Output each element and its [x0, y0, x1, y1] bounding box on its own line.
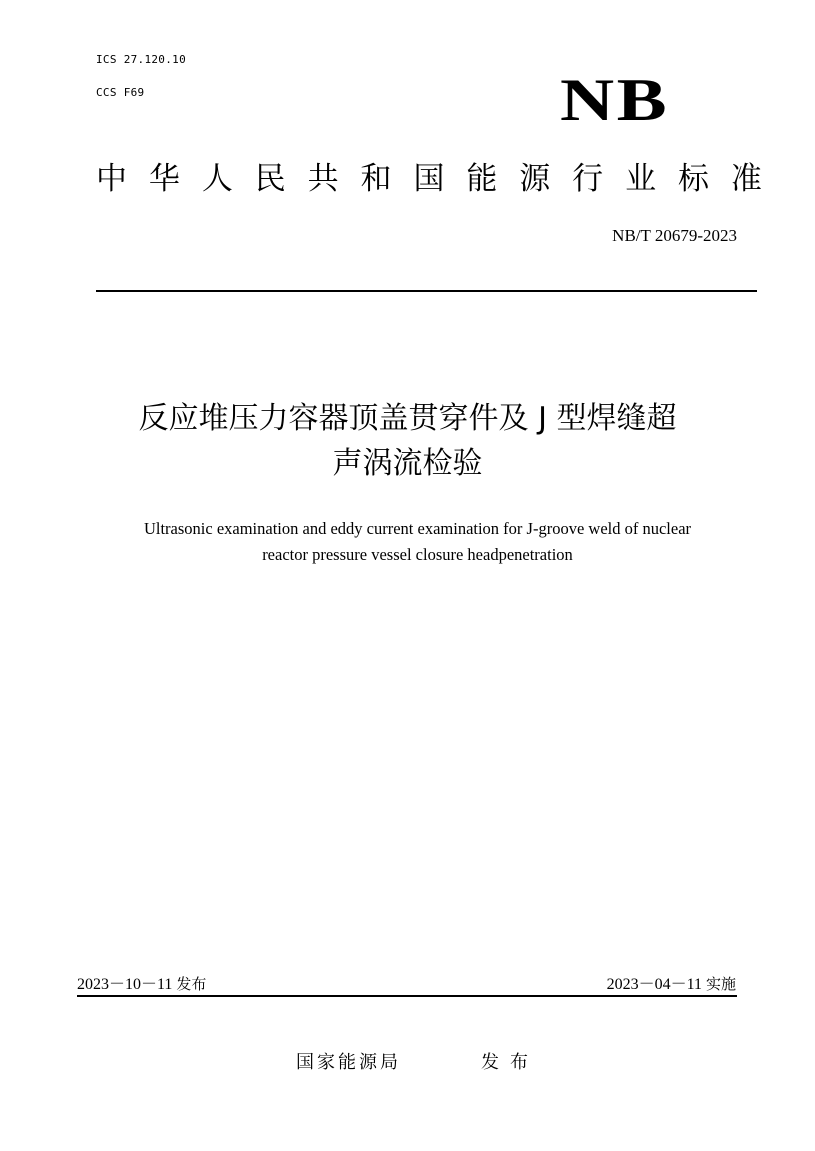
- category-char: 华: [148, 161, 180, 197]
- implement-label: 实施: [705, 975, 736, 993]
- category-char: 人: [201, 161, 233, 197]
- issuer-action: 发布: [481, 1052, 539, 1073]
- category-char: 民: [254, 161, 286, 197]
- category-char: 国: [413, 161, 445, 197]
- nb-logo: NB: [560, 67, 670, 133]
- issue-date: 2023－10－11: [77, 976, 173, 993]
- category-char: 中: [96, 161, 127, 197]
- standard-number: NB/T 20679-2023: [612, 226, 737, 245]
- header-divider: [96, 290, 757, 292]
- footer-divider: [77, 995, 737, 997]
- category-char: 和: [360, 161, 392, 197]
- title-en-line1: Ultrasonic examination and eddy current examination for J-groove weld of nuclear: [143, 519, 692, 538]
- issuer-name: 国家能源局: [296, 1052, 401, 1073]
- title-zh-line1: 反应堆压力容器顶盖贯穿件及 J 型焊缝超: [138, 401, 677, 436]
- category-char: 准: [730, 161, 762, 197]
- category-char: 标: [677, 161, 709, 197]
- category-char: 共: [307, 161, 339, 197]
- title-zh-line2: 声涡流检验: [332, 446, 483, 481]
- category-char: 行: [572, 161, 604, 197]
- category-char: 业: [625, 161, 657, 197]
- issue-label: 发布: [176, 975, 207, 993]
- category-char: 源: [519, 161, 551, 197]
- standard-category-title: [96, 158, 762, 200]
- category-char: 能: [466, 161, 498, 197]
- implement-date: 2023－04－11: [606, 976, 702, 993]
- title-en-line2: reactor pressure vessel closure headpenetration: [262, 545, 573, 564]
- ics-code: ICS 27.120.10: [96, 53, 186, 66]
- ccs-code: CCS F69: [96, 86, 145, 99]
- implement-date-block: [607, 973, 736, 996]
- issue-date-block: [77, 973, 206, 996]
